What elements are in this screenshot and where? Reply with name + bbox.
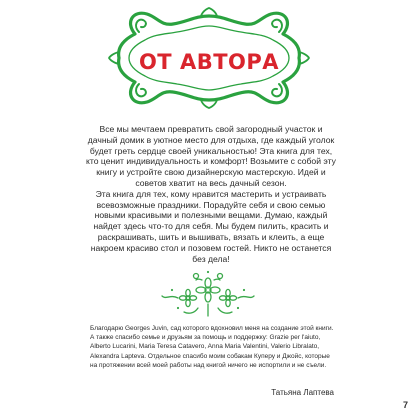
page-title: ОТ АВТОРА (138, 50, 280, 74)
acknowledgement-line-1: Благодарю Georges Juvin, сад которого вдохновил меня на создание этой книги. (90, 325, 334, 332)
acknowledgement-line-2: А также спасибо семье и друзьям за помощь и поддержку: Grazie per l'aiuto, Alberto Lucarini, Maria Teresa Catavero, Anna Maria Valentini, Valerio Libralato, Alexandra Lapteva. Отдельное спасибо моим собакам Куперу и Джойс, которые на протяжении всей моей работы над книгой ничего не испортили и не съели. (90, 334, 330, 369)
author-signature: Татьяна Лаптева (271, 388, 334, 397)
acknowledgements (90, 324, 336, 370)
intro-paragraph-1: Все мы мечтаем превратить свой загородный участок и дачный домик в уютное место для отдыха, где каждый уголок будет греть сердце своей уникальностью! Эта книга для тех, кто ценит индивидуальность и комфорт! Возьмите с собой эту книгу и устройте свою дизайнерскую мастерскую. Идей и советов хватит на весь дачный сезон. (86, 124, 336, 188)
page-number: 7 (402, 400, 408, 410)
flower-ornament-icon (158, 268, 258, 320)
intro-text (86, 124, 336, 264)
intro-paragraph-2: Эта книга для тех, кому нравится мастерить и устраивать всевозможные праздники. Порадуйте себя и свою семью новыми красивыми и полезными вещами. Думаю, каждый найдет здесь что-то для себя. Мы будем пилить, красить и раскрашивать, шить и вышивать, вязать и клеить, а еще накроем красиво стол и позовем гостей. Никто не останется без дела! (90, 188, 332, 264)
